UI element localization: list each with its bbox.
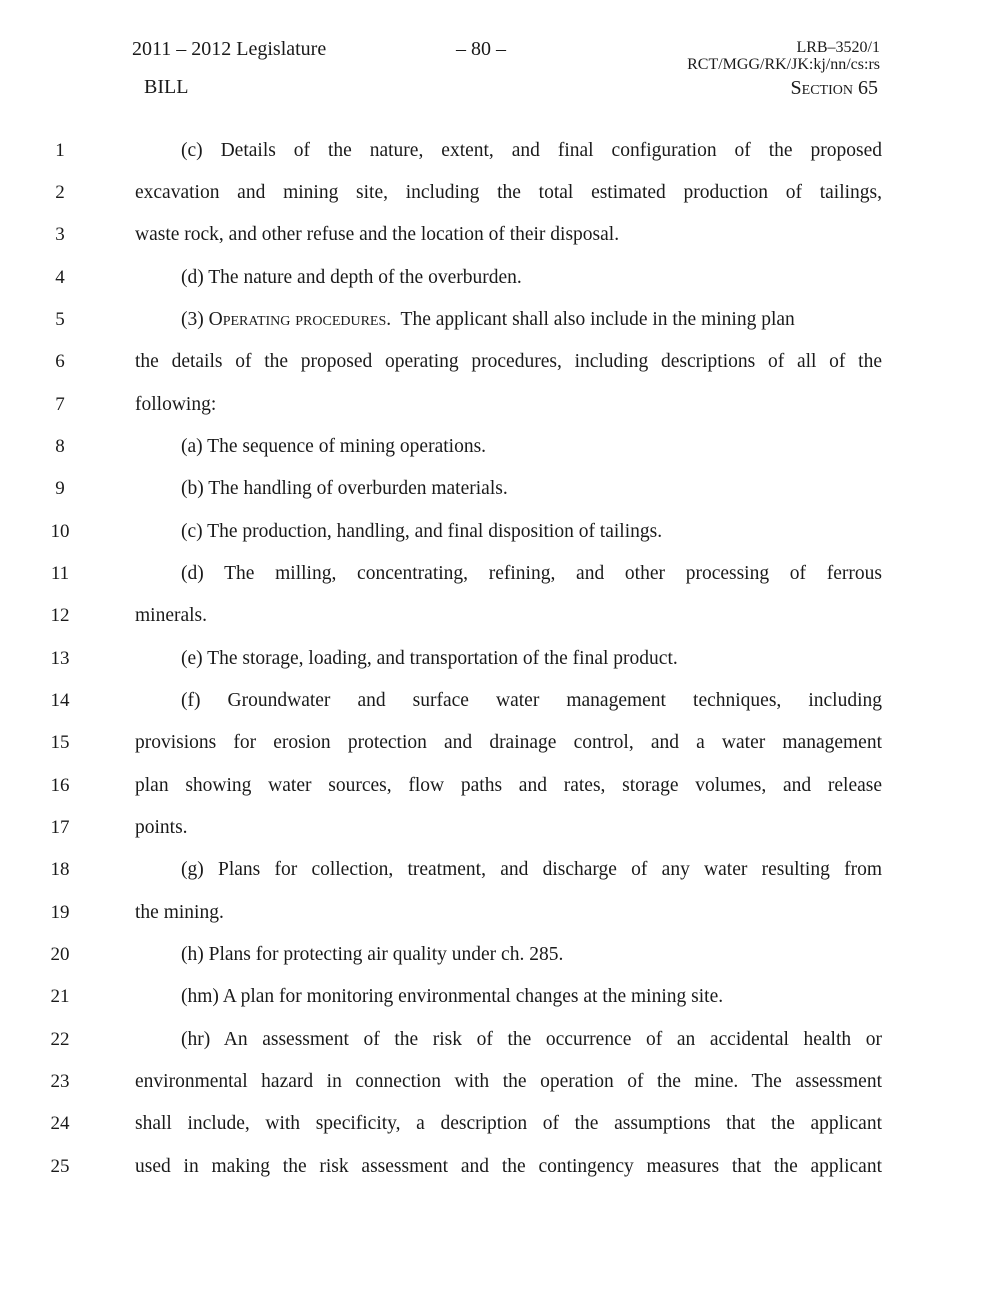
line-number: 13 bbox=[50, 648, 70, 669]
line-text: (d) The milling, concentrating, refining, and other processing of ferrous bbox=[181, 563, 882, 584]
line-text: (a) The sequence of mining operations. bbox=[181, 436, 487, 457]
line-number: 15 bbox=[50, 732, 70, 753]
line-text: following: bbox=[135, 394, 217, 415]
line-number: 23 bbox=[50, 1071, 70, 1092]
line-number: 21 bbox=[50, 986, 70, 1007]
line-number: 10 bbox=[50, 521, 70, 542]
line-number: 3 bbox=[55, 224, 65, 245]
line-text: (b) The handling of overburden materials. bbox=[181, 478, 508, 499]
line-text: the mining. bbox=[135, 902, 224, 923]
line-text: (d) The nature and depth of the overburden. bbox=[181, 267, 522, 288]
bill-line bbox=[0, 860, 1000, 890]
line-text: (hm) A plan for monitoring environmental changes at the mining site. bbox=[181, 986, 724, 1007]
line-text: plan showing water sources, flow paths and rates, storage volumes, and release bbox=[135, 775, 882, 796]
line-number: 17 bbox=[50, 817, 70, 838]
line-text: (e) The storage, loading, and transportation of the final product. bbox=[181, 648, 678, 669]
line-number: 25 bbox=[50, 1156, 70, 1177]
document-type: BILL bbox=[144, 76, 189, 98]
bill-line bbox=[0, 606, 1000, 636]
bill-line bbox=[0, 945, 1000, 975]
section-label: Section 65 bbox=[790, 77, 878, 99]
bill-line bbox=[0, 776, 1000, 806]
line-text: (h) Plans for protecting air quality under ch. 285. bbox=[181, 944, 564, 965]
lrb-number: LRB–3520/1 bbox=[796, 39, 880, 56]
bill-line bbox=[0, 479, 1000, 509]
line-text: shall include, with specificity, a description of the assumptions that the applicant bbox=[135, 1113, 882, 1134]
line-text: minerals. bbox=[135, 605, 208, 626]
line-text: waste rock, and other refuse and the location of their disposal. bbox=[135, 224, 620, 245]
bill-line bbox=[0, 183, 1000, 213]
line-number: 9 bbox=[55, 478, 65, 499]
bill-line bbox=[0, 310, 1000, 340]
line-number: 16 bbox=[50, 775, 70, 796]
line-number: 19 bbox=[50, 902, 70, 923]
line-number: 8 bbox=[55, 436, 65, 457]
bill-line bbox=[0, 1157, 1000, 1187]
bill-line bbox=[0, 437, 1000, 467]
bill-line bbox=[0, 268, 1000, 298]
legislature-label: 2011 – 2012 Legislature bbox=[132, 38, 327, 60]
page-number: – 80 – bbox=[456, 38, 506, 60]
line-number: 6 bbox=[55, 351, 65, 372]
line-text bbox=[181, 310, 882, 330]
line-text: the details of the proposed operating procedures, including descriptions of all of the bbox=[135, 351, 882, 372]
bill-line bbox=[0, 395, 1000, 425]
bill-line bbox=[0, 1072, 1000, 1102]
bill-line bbox=[0, 691, 1000, 721]
line-number: 11 bbox=[50, 563, 70, 584]
line-text: (g) Plans for collection, treatment, and discharge of any water resulting from bbox=[181, 859, 882, 880]
bill-line bbox=[0, 733, 1000, 763]
line-number: 20 bbox=[50, 944, 70, 965]
line-number: 7 bbox=[55, 394, 65, 415]
line-number: 5 bbox=[55, 309, 65, 330]
subsection-heading: Operating procedures. bbox=[208, 309, 392, 330]
bill-line bbox=[0, 649, 1000, 679]
line-text: points. bbox=[135, 817, 188, 838]
bill-line bbox=[0, 1114, 1000, 1144]
line-number: 2 bbox=[55, 182, 65, 203]
line-number: 24 bbox=[50, 1113, 70, 1134]
drafter-initials: RCT/MGG/RK/JK:kj/nn/cs:rs bbox=[687, 56, 880, 73]
line-text: excavation and mining site, including the total estimated production of tailings, bbox=[135, 182, 882, 203]
line-text: (hr) An assessment of the risk of the occurrence of an accidental health or bbox=[181, 1029, 882, 1050]
line-number: 14 bbox=[50, 690, 70, 711]
bill-line bbox=[0, 225, 1000, 255]
line-number: 18 bbox=[50, 859, 70, 880]
subsection-number: (3) bbox=[181, 309, 209, 330]
bill-line bbox=[0, 1030, 1000, 1060]
bill-line bbox=[0, 522, 1000, 552]
bill-line bbox=[0, 903, 1000, 933]
bill-line bbox=[0, 987, 1000, 1017]
subsection-text: The applicant shall also include in the mining plan bbox=[391, 309, 795, 330]
line-number: 12 bbox=[50, 605, 70, 626]
bill-line bbox=[0, 141, 1000, 171]
line-text: used in making the risk assessment and the contingency measures that the applicant bbox=[135, 1156, 882, 1177]
bill-line bbox=[0, 352, 1000, 382]
line-number: 22 bbox=[50, 1029, 70, 1050]
line-number: 1 bbox=[55, 140, 65, 161]
line-text: environmental hazard in connection with the operation of the mine. The assessment bbox=[135, 1071, 882, 1092]
line-text: (c) The production, handling, and final disposition of tailings. bbox=[181, 521, 663, 542]
line-text: provisions for erosion protection and drainage control, and a water management bbox=[135, 732, 882, 753]
line-number: 4 bbox=[55, 267, 65, 288]
bill-line bbox=[0, 818, 1000, 848]
line-text: (f) Groundwater and surface water management techniques, including bbox=[181, 690, 882, 711]
line-text: (c) Details of the nature, extent, and final configuration of the proposed bbox=[181, 140, 882, 161]
bill-line bbox=[0, 564, 1000, 594]
